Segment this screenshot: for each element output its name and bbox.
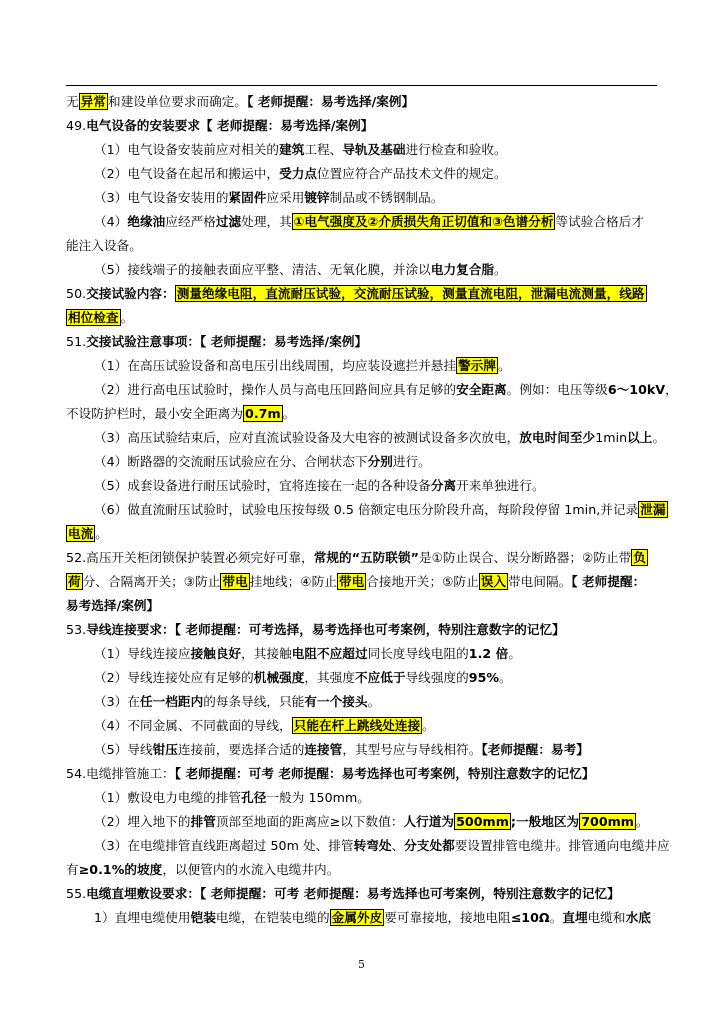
highlighted-text: 带电 — [222, 574, 248, 589]
bold-text: 易考选择/案例】 — [66, 598, 160, 613]
bold-text: 过滤 — [215, 214, 242, 229]
bold-text: 钳压 — [152, 742, 178, 757]
text-run: 是①防止误合、误分断路器；②防止带 — [418, 550, 632, 565]
text-run: 52.高压开关柜闭锁保护装置必须完好可靠， — [66, 550, 314, 565]
text-line — [66, 834, 670, 858]
text-run: 。 — [120, 310, 134, 325]
text-run: 50. — [66, 286, 87, 301]
bold-text: 不应低于 — [354, 670, 406, 685]
highlighted-text: ①电气强度及②介质损失角正切值和③色谱分析 — [293, 214, 554, 229]
text-line — [66, 642, 657, 666]
text-run: （5）成套设备进行耐压试验时，宜将连接在一起的各种设备 — [94, 478, 431, 493]
bold-text: 人行道为 — [403, 814, 455, 829]
text-run: 。 — [95, 526, 108, 541]
text-run: 等试验合格后才 — [555, 214, 644, 229]
bold-text: 导轨及基础 — [342, 142, 406, 157]
bold-text: 交接试验内容： — [86, 286, 175, 301]
text-run: 55. — [66, 886, 87, 901]
text-run: （4）断路器的交流耐压试验应在分、合闸状态下 — [94, 454, 368, 469]
bold-text: 机械强度 — [253, 670, 305, 685]
bold-text: 分别 — [367, 454, 393, 469]
text-line — [66, 858, 657, 882]
text-run: ，其型号应与导线相符。 — [342, 742, 482, 757]
bold-text: ≤10Ω — [510, 910, 550, 925]
text-line — [66, 666, 657, 690]
text-run: 。 — [494, 262, 507, 277]
bold-text: 6～10kV — [607, 382, 666, 397]
text-run: 。例如：电压等级 — [506, 382, 608, 397]
text-line — [66, 138, 657, 162]
text-line — [66, 162, 657, 186]
text-run: 不设防护栏时，最小安全距离为 — [66, 406, 244, 421]
text-run: 开来单独进行。 — [456, 478, 545, 493]
text-run: 51. — [66, 334, 87, 349]
bold-text: 连接管 — [304, 742, 343, 757]
bold-text: 电气设备的安装要求【 老师提醒：易考选择/案例】 — [86, 118, 374, 133]
text-run: 能注入设备。 — [66, 238, 142, 253]
bold-text: 电缆直埋敷设要求：【 老师提醒：可考 老师提醒：易考选择也可考案例，特别注意数字的记忆】 — [86, 886, 620, 901]
bold-text: 受力点 — [279, 166, 318, 181]
text-run: 。 — [367, 694, 381, 709]
text-run: 分、合隔离开关；③防止 — [82, 574, 221, 589]
page-number: 5 — [358, 958, 365, 971]
text-line — [66, 738, 657, 762]
text-run: （4）不同金属、不同截面的导线， — [94, 718, 292, 733]
text-run: 位置应符合产品技术文件的规定。 — [317, 166, 507, 181]
text-line — [66, 186, 657, 210]
text-run: 、 — [391, 838, 405, 853]
text-line — [66, 378, 678, 402]
bold-text: 有一个接头 — [304, 694, 368, 709]
bold-text: 铠装 — [190, 910, 216, 925]
bold-text: 导线连接要求：【 老师提醒：可考选择，易考选择也可考案例，特别注意数字的记忆】 — [86, 622, 565, 637]
text-run: （1）敷设电力电缆的排管 — [94, 790, 242, 805]
text-run: 。 — [508, 646, 521, 661]
text-line — [66, 450, 657, 474]
text-run: （3）在 — [94, 694, 140, 709]
text-line — [66, 114, 657, 138]
text-line — [66, 474, 657, 498]
text-run: 要设置排管电缆井。排管通向电缆井应 — [454, 838, 670, 853]
text-run: 和建设单位要求而确定。 — [107, 94, 248, 109]
text-run: ， — [665, 382, 678, 397]
text-run: 同长度导线电阻的 — [367, 646, 469, 661]
highlighted-text: 误入 — [480, 574, 507, 589]
text-line — [66, 882, 657, 906]
text-line — [66, 546, 657, 570]
bold-text: 常规的“五防联锁” — [313, 550, 419, 565]
bold-text: 交接试验注意事项：【 老师提醒：易考选择/案例】 — [86, 334, 368, 349]
bold-text: ;一般地区为 — [510, 814, 580, 829]
text-run: （1）在高压试验设备和高电压引出线周围，均应装设遮拦并悬挂 — [94, 358, 457, 373]
bold-text: 【 老师提醒：易考选择/案例】 — [247, 94, 415, 109]
text-run: （2）电气设备在起吊和搬运中， — [94, 166, 280, 181]
text-run: （2）埋入地下的 — [94, 814, 191, 829]
text-line — [66, 330, 657, 354]
highlighted-text: 异常 — [80, 94, 106, 109]
text-run: （3）高压试验结束后，应对直流试验设备及大电容的被测试设备多次放电， — [94, 430, 520, 445]
text-run: 进行检查和验收。 — [405, 142, 507, 157]
text-run: 有 — [66, 862, 79, 877]
text-run: （3）电气设备安装用的 — [94, 190, 229, 205]
bold-text: 孔径 — [241, 790, 267, 805]
text-run: 54.电缆排管施工： — [66, 766, 175, 781]
text-run: 。 — [422, 718, 435, 733]
highlighted-text: 相位检查 — [68, 310, 119, 325]
text-line — [66, 906, 657, 930]
text-line — [66, 90, 657, 114]
text-run: 一般为 150mm。 — [266, 790, 370, 805]
text-run: （6）做直流耐压试验时，试验电压按每级 0.5 倍额定电压分阶段升高，每阶段停留 1min,并记录 — [94, 502, 639, 517]
bold-text: 安全距离 — [456, 382, 507, 397]
text-run: 。 — [498, 358, 511, 373]
text-run: 。 — [282, 406, 296, 421]
text-line — [66, 786, 657, 810]
text-line — [66, 690, 657, 714]
bold-text: 排管 — [190, 814, 216, 829]
text-run: 连接前，要选择合适的 — [177, 742, 305, 757]
text-run: 。 — [635, 814, 649, 829]
highlighted-text: 泄漏 — [640, 502, 666, 517]
text-run: ，其强度 — [304, 670, 355, 685]
bold-text: 【 老师提醒：可考 老师提醒：易考选择也可考案例，特别注意数字的记忆】 — [174, 766, 595, 781]
text-run: 电缆和 — [587, 910, 626, 925]
bold-text: 任一档距内 — [140, 694, 204, 709]
bold-text: 95% — [468, 670, 500, 685]
bold-text: 电阻不应超过 — [291, 646, 368, 661]
text-run: ，其接触 — [241, 646, 292, 661]
bold-text: 绝缘油 — [127, 214, 166, 229]
text-line — [66, 258, 657, 282]
bold-text: 分支处都 — [404, 838, 455, 853]
text-line — [66, 354, 657, 378]
text-run: 49. — [66, 118, 87, 133]
text-line — [66, 234, 657, 258]
text-line — [66, 402, 657, 426]
text-run: 挂地线；④防止 — [249, 574, 337, 589]
text-run: （1）导线连接应 — [94, 646, 191, 661]
text-run: 要可靠接地，接地电阻 — [384, 910, 511, 925]
text-run: 电缆，在铠装电缆的 — [215, 910, 330, 925]
text-run: 顶部至地面的距离应≥以下数值： — [215, 814, 404, 829]
highlighted-text: 荷 — [68, 574, 81, 589]
text-run: （1）电气设备安装前应对相关的 — [94, 142, 280, 157]
text-run: 应采用 — [266, 190, 305, 205]
text-run: 1）直埋电缆使用 — [94, 910, 191, 925]
text-line — [66, 570, 657, 594]
bold-text: 电力复合脂 — [430, 262, 495, 277]
text-run: 制品或不锈钢制品。 — [329, 190, 444, 205]
bold-text: 分离 — [430, 478, 457, 493]
bold-text: 镀锌 — [304, 190, 330, 205]
text-line — [66, 498, 666, 522]
text-run: （2）进行高电压试验时，操作人员与高电压回路间应具有足够的 — [94, 382, 457, 397]
text-run: （2）导线连接处应有足够的 — [94, 670, 254, 685]
header-rule — [66, 85, 657, 86]
text-line — [66, 810, 657, 834]
highlighted-text: 警示牌 — [458, 358, 497, 373]
text-run: 带电间隔。 — [508, 574, 572, 589]
highlighted-text: 0.7m — [245, 406, 281, 421]
text-line — [66, 282, 657, 306]
highlighted-text: 700mm — [581, 814, 634, 829]
text-run: （3）在电缆排管直线距离超过 50m 处、排管 — [94, 838, 354, 853]
text-run: 进行。 — [392, 454, 431, 469]
bold-text: 建筑 — [279, 142, 305, 157]
bold-text: ≥0.1%的坡度 — [78, 862, 163, 877]
text-run: （5）接线端子的接触表面应平整、清洁、无氧化膜，并涂以 — [94, 262, 431, 277]
text-run: 1min — [595, 430, 628, 445]
text-run: 合接地开关；⑤防止 — [366, 574, 479, 589]
text-line — [66, 594, 657, 618]
highlighted-text: 只能在杆上跳线处连接 — [293, 718, 421, 733]
bold-text: 紧固件 — [228, 190, 267, 205]
text-run: （5）导线 — [94, 742, 153, 757]
highlighted-text: 带电 — [338, 574, 365, 589]
text-run: ，以便管内的水流入电缆井内。 — [162, 862, 340, 877]
text-line — [66, 618, 657, 642]
text-run: 53. — [66, 622, 87, 637]
text-line — [66, 210, 657, 234]
bold-text: 水底 — [625, 910, 651, 925]
bold-text: 放电时间至少 — [519, 430, 596, 445]
text-line — [66, 426, 666, 450]
text-run: 。 — [499, 670, 512, 685]
highlighted-text: 500mm — [456, 814, 509, 829]
text-line — [66, 714, 657, 738]
text-run: 导线强度的 — [405, 670, 469, 685]
bold-text: 直埋 — [562, 910, 588, 925]
text-run: （4） — [94, 214, 128, 229]
text-run: 处理，其 — [241, 214, 292, 229]
bold-text: 1.2 倍 — [468, 646, 509, 661]
bold-text: 接触良好 — [190, 646, 242, 661]
bold-text: 【 老师提醒： — [571, 574, 646, 589]
text-run: 应经严格 — [165, 214, 216, 229]
bold-text: 转弯处 — [353, 838, 392, 853]
text-run: 。 — [549, 910, 563, 925]
highlighted-text: 负 — [633, 550, 646, 565]
highlighted-text: 测量绝缘电阻，直流耐压试验，交流耐压试验，测量直流电阻，泄漏电流测量，线路 — [176, 286, 645, 301]
highlighted-text: 金属外皮 — [331, 910, 383, 925]
text-run: 的每条导线，只能 — [203, 694, 305, 709]
text-run: 工程、 — [304, 142, 343, 157]
text-run: 。 — [652, 430, 666, 445]
text-line — [66, 762, 657, 786]
document-body — [66, 90, 678, 930]
text-run: 无 — [66, 94, 79, 109]
highlighted-text: 电流 — [68, 526, 94, 541]
bold-text: 以上 — [627, 430, 653, 445]
text-line — [66, 522, 657, 546]
text-line — [66, 306, 657, 330]
bold-text: 【老师提醒：易考】 — [481, 742, 589, 757]
